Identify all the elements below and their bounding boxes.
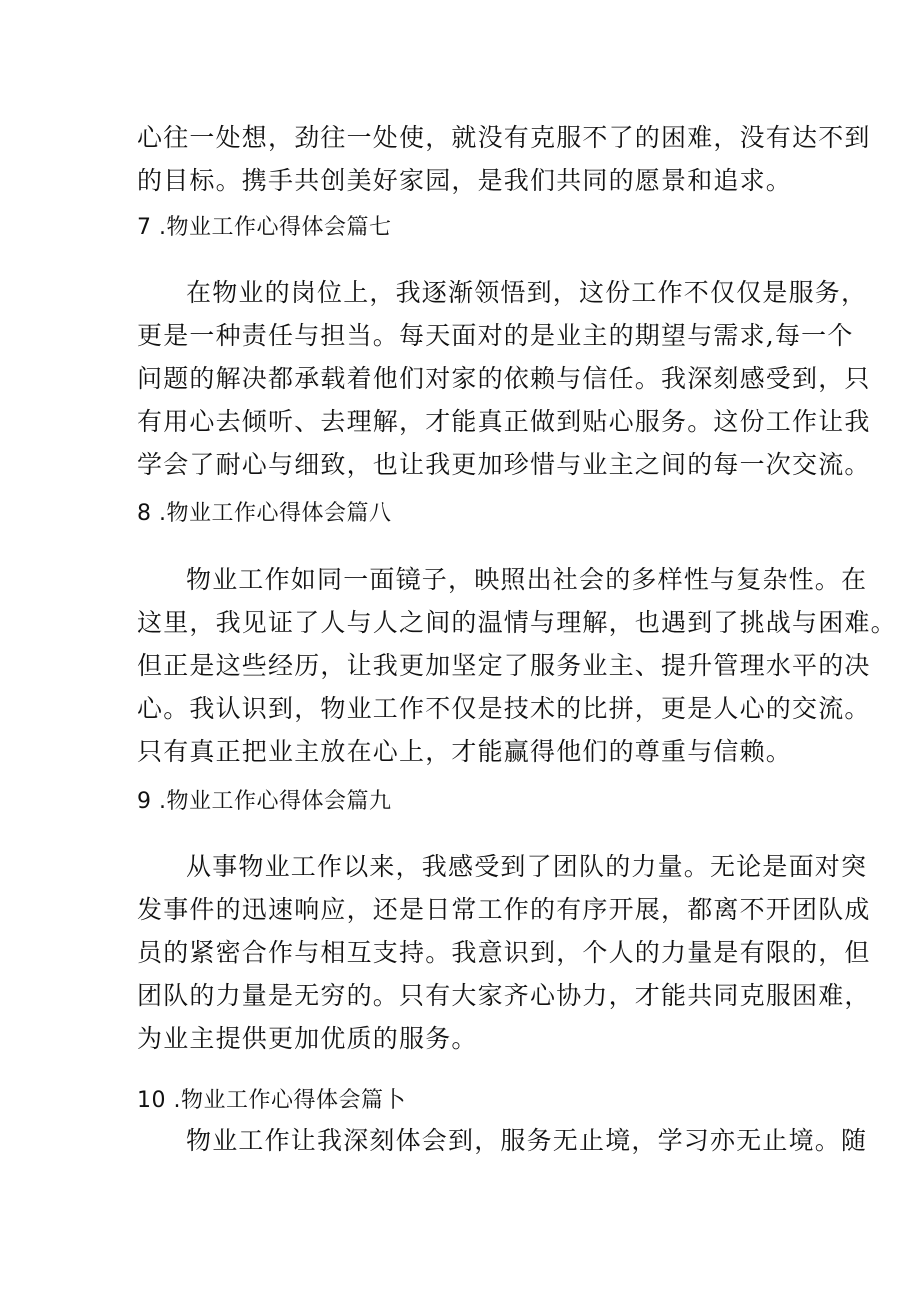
paragraph-line: 发事件的迅速响应，还是日常工作的有序开展，都离不开团队成 xyxy=(137,895,871,924)
section-heading: 7 .物业工作心得体会篇七 xyxy=(137,215,392,240)
paragraph-line: 在物业的岗位上，我逐渐领悟到，这份工作不仅仅是服务， xyxy=(186,278,868,307)
paragraph-line: 的目标。携手共创美好家园，是我们共同的愿景和追求。 xyxy=(137,166,793,195)
paragraph-line: 为业主提供更加优质的服务。 xyxy=(137,1024,478,1053)
section-heading: 10 .物业工作心得体会篇卜 xyxy=(137,1088,406,1113)
section-heading: 9 .物业工作心得体会篇九 xyxy=(137,789,392,814)
paragraph-line: 心。我认识到，物业工作不仅是技术的比拼，更是人心的交流。 xyxy=(137,694,871,723)
paragraph-line: 有用心去倾听、去理解，才能真正做到贴心服务。这份工作让我 xyxy=(137,407,871,436)
paragraph-line: 团队的力量是无穷的。只有大家齐心协力，才能共同克服困难， xyxy=(137,981,871,1010)
paragraph-line: 从事物业工作以来，我感受到了团队的力量。无论是面对突 xyxy=(186,852,868,881)
paragraph-line: 物业工作如同一面镜子，映照出社会的多样性与复杂性。在 xyxy=(186,565,868,594)
section-heading: 8 .物业工作心得体会篇八 xyxy=(137,501,392,526)
paragraph-line: 心往一处想，劲往一处使，就没有克服不了的困难，没有达不到 xyxy=(137,123,871,152)
paragraph-line: 学会了耐心与细致，也让我更加珍惜与业主之间的每一次交流。 xyxy=(137,450,871,479)
paragraph-line: 员的紧密合作与相互支持。我意识到，个人的力量是有限的，但 xyxy=(137,938,871,967)
paragraph-line: 但正是这些经历，让我更加坚定了服务业主、提升管理水平的决 xyxy=(137,651,871,680)
paragraph-line: 问题的解决都承载着他们对家的依赖与信任。我深刻感受到，只 xyxy=(137,364,871,393)
paragraph-line: 这里，我见证了人与人之间的温情与理解，也遇到了挑战与困难。 xyxy=(137,608,897,637)
paragraph-line: 更是一种责任与担当。每天面对的是业主的期望与需求,每一个 xyxy=(137,321,854,350)
paragraph-line: 物业工作让我深刻体会到，服务无止境，学习亦无止境。随 xyxy=(186,1126,868,1155)
paragraph-line: 只有真正把业主放在心上，才能赢得他们的尊重与信赖。 xyxy=(137,737,793,766)
